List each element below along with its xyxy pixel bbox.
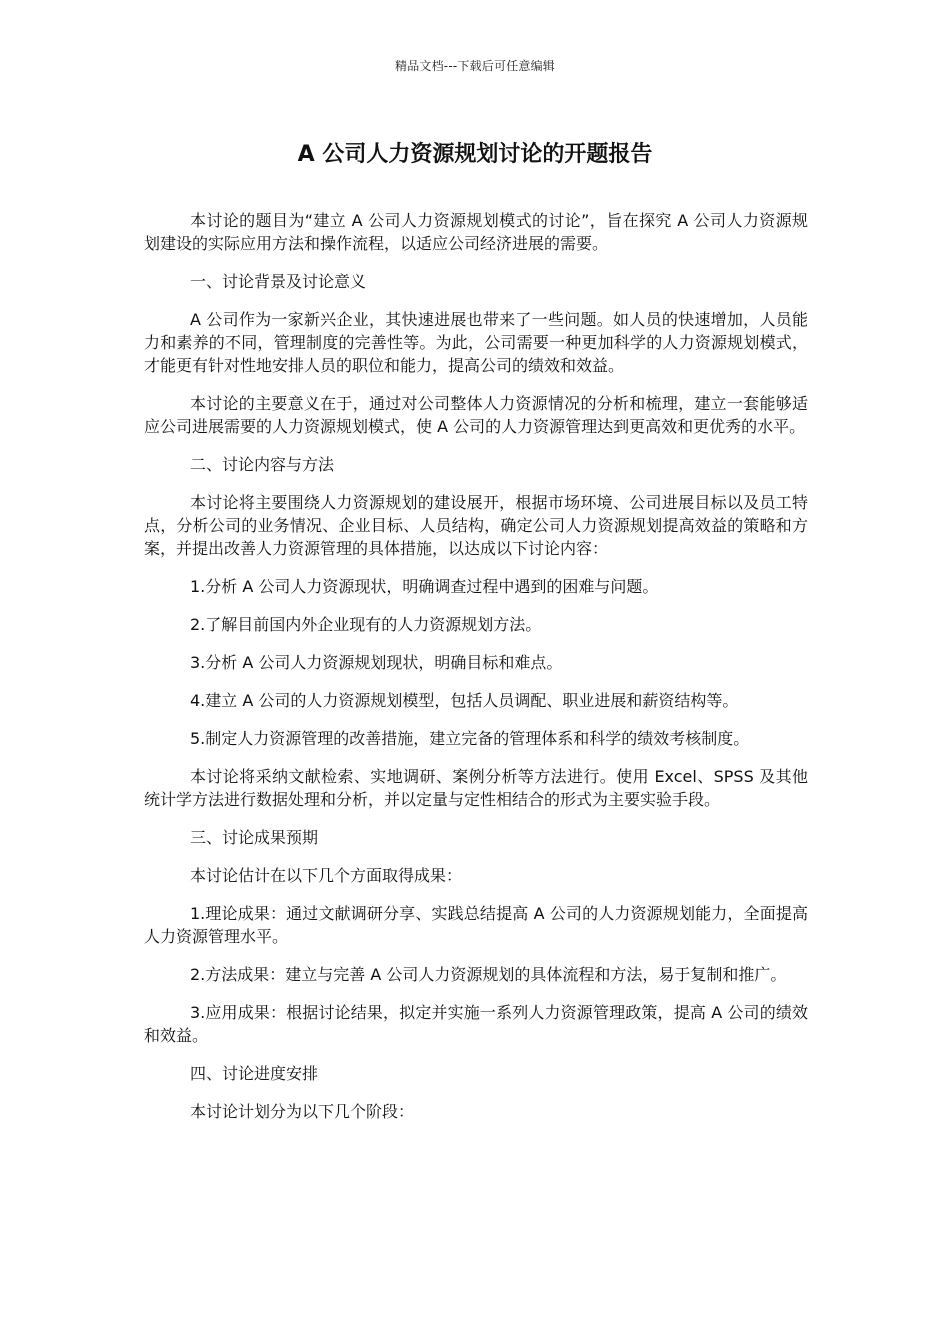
content-item-3: 3.分析 A 公司人力资源规划现状，明确目标和难点。 xyxy=(190,653,563,672)
content-item-4: 4.建立 A 公司的人力资源规划模型，包括人员调配、职业进展和薪资结构等。 xyxy=(190,691,739,710)
expected-results-intro: 本讨论估计在以下几个方面取得成果： xyxy=(190,866,463,885)
content-item-1: 1.分析 A 公司人力资源现状，明确调查过程中遇到的困难与问题。 xyxy=(190,577,659,596)
content-item-5: 5.制定人力资源管理的改善措施，建立完备的管理体系和科学的绩效考核制度。 xyxy=(190,729,750,748)
content-paragraph: 本讨论将主要围绕人力资源规划的建设展开，根据市场环境、公司进展目标以及员工特点，分析公司的业务情况、企业目标、人员结构，确定公司人力资源规划提高效益的策略和方案，并提出改善人力资源管理的具体措施，以达成以下讨论内容： xyxy=(144,493,808,558)
background-paragraph: A 公司作为一家新兴企业，其快速进展也带来了一些问题。如人员的快速增加，人员能力和素养的不同，管理制度的完善性等。为此，公司需要一种更加科学的人力资源规划模式，才能更有针对性地安排人员的职位和能力，提高公司的绩效和效益。 xyxy=(144,310,808,375)
significance-paragraph: 本讨论的主要意义在于，通过对公司整体人力资源情况的分析和梳理，建立一套能够适应公司进展需要的人力资源规划模式，使 A 公司的人力资源管理达到更高效和更优秀的水平。 xyxy=(144,394,808,436)
schedule-intro: 本讨论计划分为以下几个阶段： xyxy=(190,1102,415,1121)
result-item-3: 3.应用成果：根据讨论结果，拟定并实施一系列人力资源管理政策，提高 A 公司的绩效和效益。 xyxy=(144,1003,808,1045)
section-heading-schedule: 四、讨论进度安排 xyxy=(190,1064,319,1083)
methods-paragraph: 本讨论将采纳文献检索、实地调研、案例分析等方法进行。使用 Excel、SPSS 及其他统计学方法进行数据处理和分析，并以定量与定性相结合的形式为主要实验手段。 xyxy=(144,767,808,809)
header-note: 精品文档---下载后可任意编辑 xyxy=(395,59,555,73)
section-heading-background: 一、讨论背景及讨论意义 xyxy=(190,272,367,291)
document-body xyxy=(144,209,808,1138)
section-heading-content-methods: 二、讨论内容与方法 xyxy=(190,455,335,474)
intro-paragraph: 本讨论的题目为“建立 A 公司人力资源规划模式的讨论”，旨在探究 A 公司人力资源规划建设的实际应用方法和操作流程，以适应公司经济进展的需要。 xyxy=(144,211,808,253)
section-heading-expected-results: 三、讨论成果预期 xyxy=(190,828,319,847)
result-item-2: 2.方法成果：建立与完善 A 公司人力资源规划的具体流程和方法，易于复制和推广。 xyxy=(190,965,787,984)
content-item-2: 2.了解目前国内外企业现有的人力资源规划方法。 xyxy=(190,615,542,634)
document-title: A 公司人力资源规划讨论的开题报告 xyxy=(297,142,653,167)
result-item-1: 1.理论成果：通过文献调研分享、实践总结提高 A 公司的人力资源规划能力，全面提高人力资源管理水平。 xyxy=(144,904,808,946)
